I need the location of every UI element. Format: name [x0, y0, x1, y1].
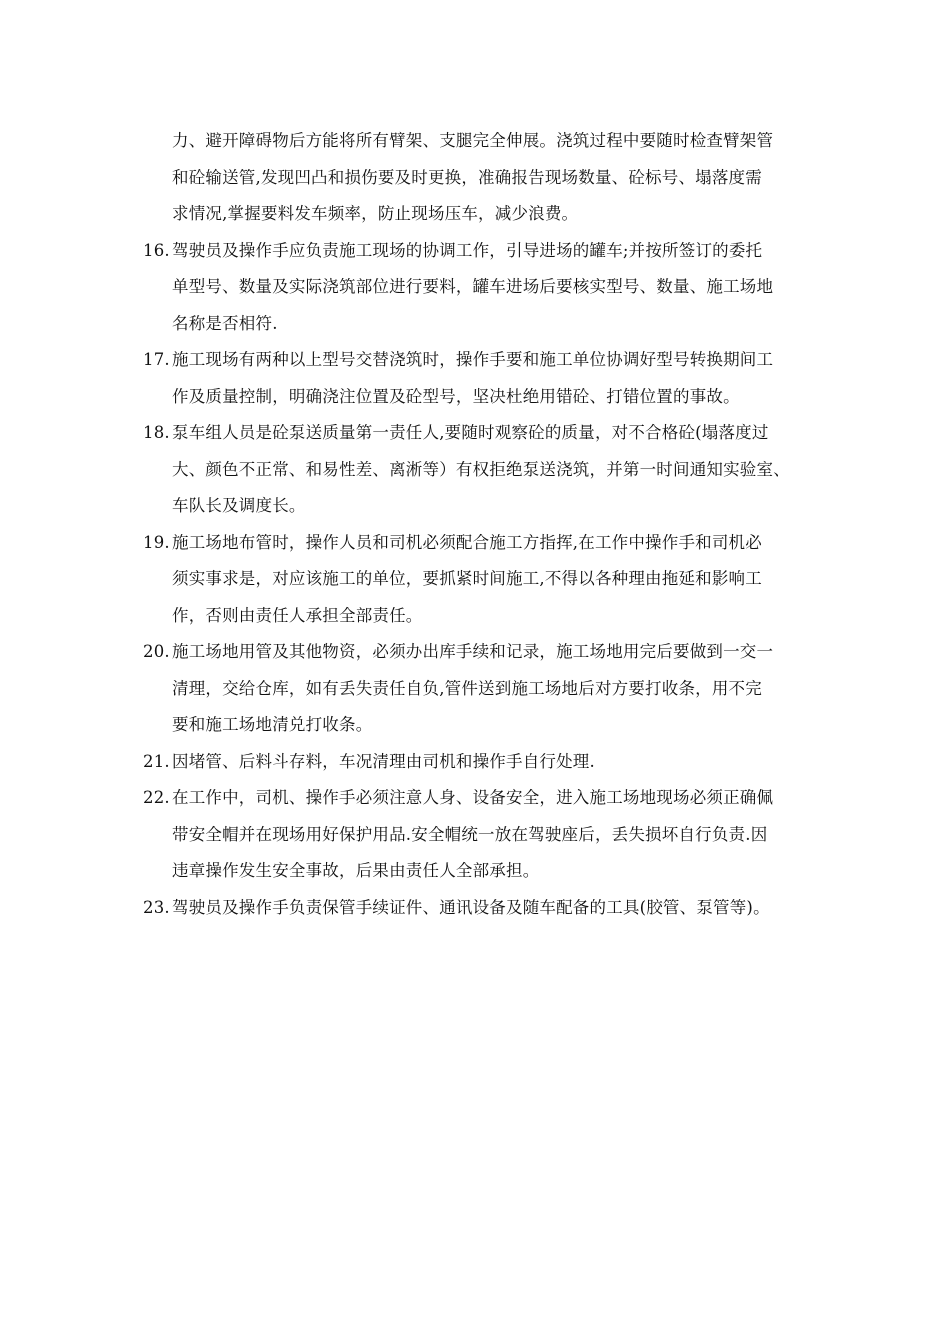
item-text: 车队长及调度长。: [172, 496, 306, 515]
item-text: 作，否则由责任人承担全部责任。: [172, 605, 423, 625]
item-text: 要和施工场地清兑打收条。: [172, 715, 373, 734]
item-text: 施工场地布管时，操作人员和司机必须配合施工方指挥,在工作中操作手和司机必: [172, 532, 762, 552]
item-text: 大、颜色不正常、和易性差、离淅等）有权拒绝泵送浇筑，并第一时间通知实验室、: [172, 459, 790, 479]
item-text: 在工作中，司机、操作手必须注意人身、设备安全，进入施工场地现场必须正确佩: [172, 788, 774, 807]
paragraph-line: 和砼输送管,发现凹凸和损伤要及时更换，准确报告现场数量、砼标号、塌落度需: [172, 167, 762, 187]
list-item-18: [143, 415, 823, 525]
item-text: 清理，交给仓库，如有丢失责任自负,管件送到施工场地后对方要打收条，用不完: [172, 678, 762, 698]
item-number: 20.: [143, 642, 170, 661]
document-body: [143, 123, 823, 926]
item-number: 21.: [143, 751, 170, 771]
item-text: 因堵管、后料斗存料，车况清理由司机和操作手自行处理.: [172, 751, 595, 771]
item-number: 18.: [143, 423, 170, 442]
paragraph-line: 力、避开障碍物后方能将所有臂架、支腿完全伸展。浇筑过程中要随时检查臂架管: [172, 131, 774, 150]
list-item-21: [143, 744, 823, 781]
list-item-19: [143, 525, 823, 635]
list-item-16: [143, 233, 823, 343]
item-number: 17.: [143, 350, 170, 369]
item-number: 23.: [143, 897, 170, 917]
item-text: 驾驶员及操作手负责保管手续证件、通讯设备及随车配备的工具(胶管、泵管等)。: [172, 897, 770, 917]
item-text: 名称是否相符.: [172, 313, 278, 333]
continuation-paragraph: [143, 123, 823, 233]
item-number: 16.: [143, 240, 170, 260]
item-text: 施工现场有两种以上型号交替浇筑时，操作手要和施工单位协调好型号转换期间工: [172, 350, 774, 369]
list-item-22: [143, 780, 823, 890]
item-text: 单型号、数量及实际浇筑部位进行要料，罐车进场后要核实型号、数量、施工场地: [172, 277, 774, 296]
paragraph-line: 求情况,掌握要料发车频率，防止现场压车，减少浪费。: [172, 204, 579, 223]
list-item-20: [143, 634, 823, 744]
item-number: 22.: [143, 788, 170, 807]
list-item-23: [143, 890, 823, 927]
list-item-17: [143, 342, 823, 415]
item-number: 19.: [143, 532, 170, 552]
item-text: 泵车组人员是砼泵送质量第一责任人,要随时观察砼的质量，对不合格砼(塌落度过: [172, 423, 769, 442]
item-text: 带安全帽并在现场用好保护用品.安全帽统一放在驾驶座后，丢失损坏自行负责.因: [172, 824, 768, 844]
item-text: 施工场地用管及其他物资，必须办出库手续和记录，施工场地用完后要做到一交一: [172, 642, 774, 661]
item-text: 须实事求是，对应该施工的单位，要抓紧时间施工,不得以各种理由拖延和影响工: [172, 569, 762, 588]
item-text: 驾驶员及操作手应负责施工现场的协调工作，引导进场的罐车;并按所签订的委托: [172, 240, 763, 260]
item-text: 违章操作发生安全事故，后果由责任人全部承担。: [172, 861, 540, 880]
item-text: 作及质量控制，明确浇注位置及砼型号，坚决杜绝用错砼、打错位置的事故。: [172, 386, 740, 406]
